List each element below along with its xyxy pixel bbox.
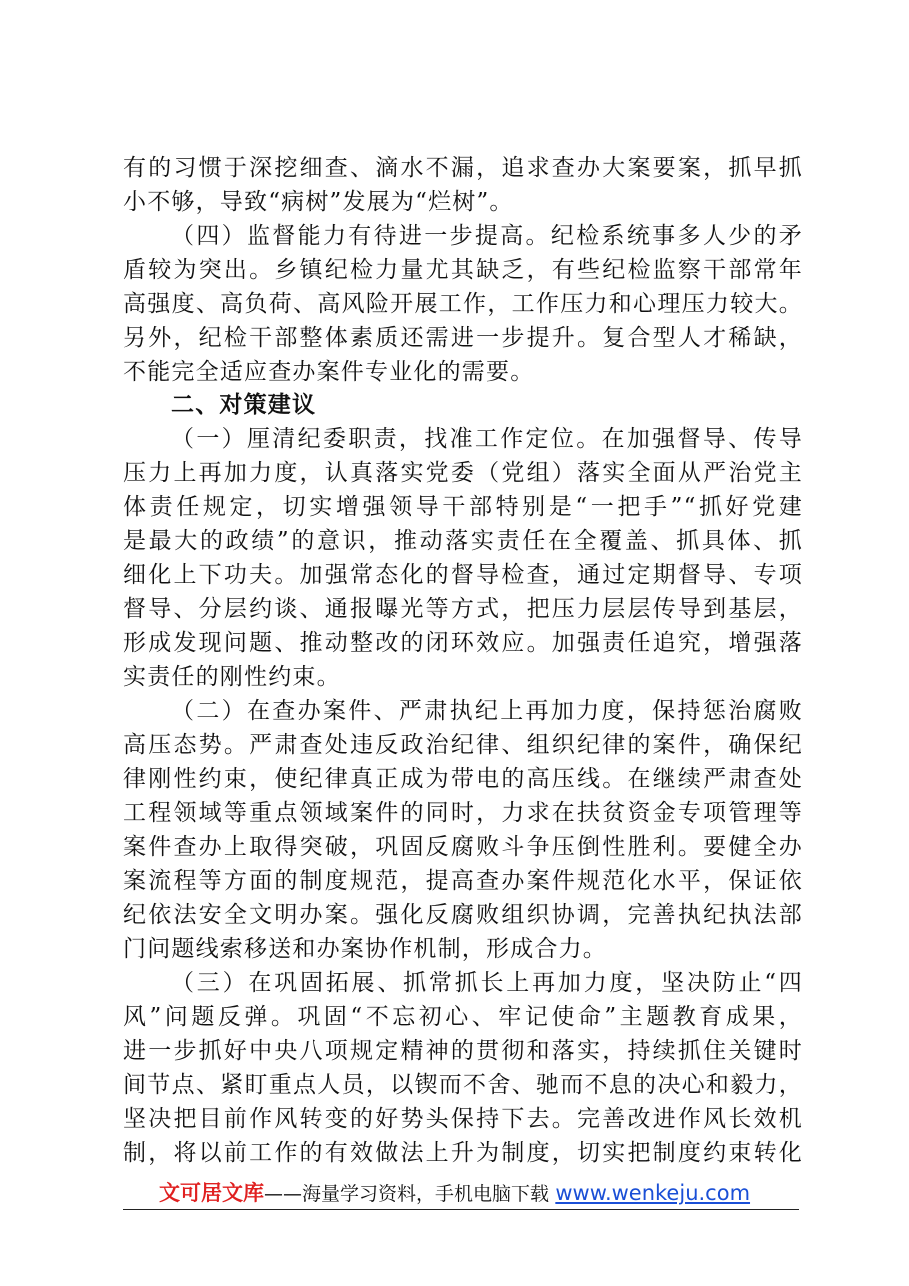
footer-tagline: ——海量学习资料，手机电脑下载 <box>263 1183 549 1205</box>
text-line: 高强度、高负荷、高风险开展工作，工作压力和心理压力较大。 <box>123 291 803 317</box>
footer-site-link[interactable]: www.wenkeju.com <box>555 1181 751 1205</box>
text-line: 实责任的刚性约束。 <box>123 664 341 690</box>
text-line: （三）在巩固拓展、抓常抓长上再加力度，坚决防止“四 <box>171 970 803 996</box>
text-line: （二）在查办案件、严肃执纪上再加力度，保持惩治腐败 <box>171 698 803 724</box>
text-line: 风”问题反弹。巩固“不忘初心、牢记使命”主题教育成果， <box>123 1004 803 1030</box>
text-line: 间节点、紧盯重点人员，以锲而不舍、驰而不息的决心和毅力， <box>123 1072 803 1098</box>
text-line: 盾较为突出。乡镇纪检力量尤其缺乏，有些纪检监察干部常年 <box>123 257 803 283</box>
footer-divider <box>123 1209 799 1210</box>
text-line: 高压态势。严肃查处违反政治纪律、组织纪律的案件，确保纪 <box>123 732 803 758</box>
text-line: 督导、分层约谈、通报曝光等方式，把压力层层传导到基层， <box>123 596 803 622</box>
text-line: 有的习惯于深挖细查、滴水不漏，追求查办大案要案，抓早抓 <box>123 155 803 181</box>
text-line: 门问题线索移送和办案协作机制，形成合力。 <box>123 936 607 962</box>
text-line: （一）厘清纪委职责，找准工作定位。在加强督导、传导 <box>171 426 803 452</box>
text-line: 工程领域等重点领域案件的同时，力求在扶贫资金专项管理等 <box>123 800 803 826</box>
text-line: 案流程等方面的制度规范，提高查办案件规范化水平，保证依 <box>123 868 803 894</box>
footer-brand: 文可居文库 <box>158 1181 264 1205</box>
section-heading: 二、对策建议 <box>171 392 317 418</box>
text-line: 是最大的政绩”的意识，推动落实责任在全覆盖、抓具体、抓 <box>123 528 803 554</box>
text-line: 细化上下功夫。加强常态化的督导检查，通过定期督导、专项 <box>123 562 803 588</box>
text-line: 不能完全适应查办案件专业化的需要。 <box>123 359 535 385</box>
text-line: 另外，纪检干部整体素质还需进一步提升。复合型人才稀缺， <box>123 325 803 351</box>
text-line: 制，将以前工作的有效做法上升为制度，切实把制度约束转化 <box>123 1140 803 1166</box>
text-line: 体责任规定，切实增强领导干部特别是“一把手”“抓好党建 <box>123 494 803 520</box>
text-line: 坚决把目前作风转变的好势头保持下去。完善改进作风长效机 <box>123 1106 803 1132</box>
text-line: 纪依法安全文明办案。强化反腐败组织协调，完善执纪执法部 <box>123 902 803 928</box>
text-line: 案件查办上取得突破，巩固反腐败斗争压倒性胜利。要健全办 <box>123 834 803 860</box>
page-footer <box>0 1177 909 1207</box>
text-line: 进一步抓好中央八项规定精神的贯彻和落实，持续抓住关键时 <box>123 1038 803 1064</box>
text-line: 小不够，导致“病树”发展为“烂树”。 <box>123 189 514 215</box>
text-line: 压力上再加力度，认真落实党委（党组）落实全面从严治党主 <box>123 460 803 486</box>
text-line: （四）监督能力有待进一步提高。纪检系统事多人少的矛 <box>171 223 803 249</box>
text-line: 律刚性约束，使纪律真正成为带电的高压线。在继续严肃查处 <box>123 766 803 792</box>
text-line: 形成发现问题、推动整改的闭环效应。加强责任追究，增强落 <box>123 630 803 656</box>
